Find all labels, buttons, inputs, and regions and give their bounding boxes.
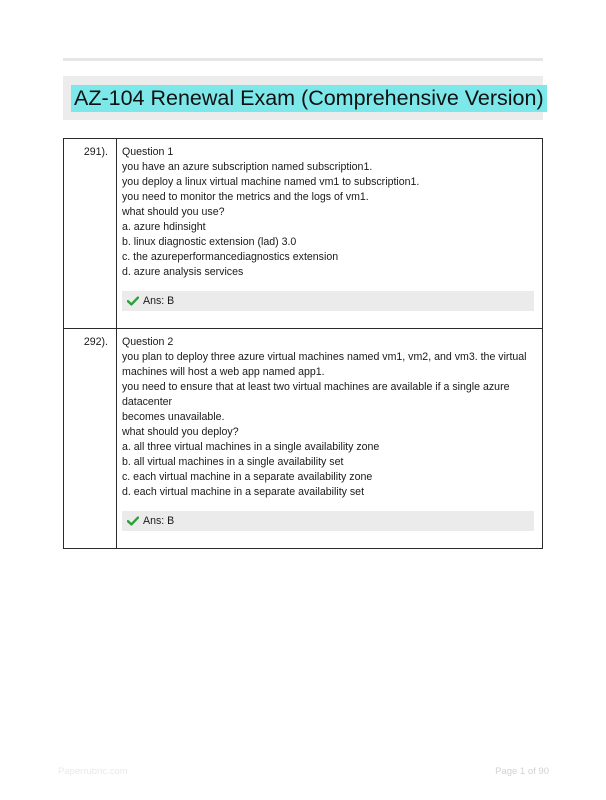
check-icon [127, 516, 139, 526]
footer-site: Paperrubric.com [58, 766, 128, 777]
answer-label: Ans: B [143, 295, 175, 307]
question-text: you need to monitor the metrics and the logs of vm1. [122, 191, 369, 203]
question-row [64, 329, 543, 549]
option-a: a. all three virtual machines in a single availability zone [122, 441, 380, 453]
question-number: 291). [64, 139, 117, 329]
option-d: d. each virtual machine in a separate availability set [122, 486, 365, 498]
question-heading: Question 2 [122, 336, 174, 348]
option-c: c. the azureperformancediagnostics extension [122, 251, 339, 263]
option-d: d. azure analysis services [122, 266, 244, 278]
question-heading: Question 1 [122, 146, 174, 158]
question-body [117, 329, 543, 549]
title-banner [63, 76, 543, 120]
question-body [117, 139, 543, 329]
option-a: a. azure hdinsight [122, 221, 206, 233]
answer-label: Ans: B [143, 515, 175, 527]
answer-box [122, 511, 534, 531]
questions-table [63, 138, 543, 549]
answer-box [122, 291, 534, 311]
question-number: 292). [64, 329, 117, 549]
question-text: you plan to deploy three azure virtual machines named vm1, vm2, and vm3. the virtual machines will host a web app named app1. [122, 351, 527, 378]
question-text: you have an azure subscription named subscription1. [122, 161, 373, 173]
option-b: b. all virtual machines in a single availability set [122, 456, 344, 468]
question-row [64, 139, 543, 329]
question-prompt: what should you use? [122, 206, 225, 218]
question-text: you deploy a linux virtual machine named vm1 to subscription1. [122, 176, 420, 188]
option-b: b. linux diagnostic extension (lad) 3.0 [122, 236, 297, 248]
document-title: AZ-104 Renewal Exam (Comprehensive Version) [71, 85, 547, 112]
page-number: Page 1 of 90 [495, 766, 549, 777]
question-text: you need to ensure that at least two virtual machines are available if a single azure datacenter [122, 381, 510, 408]
question-text: becomes unavailable. [122, 411, 225, 423]
check-icon [127, 296, 139, 306]
option-c: c. each virtual machine in a separate availability zone [122, 471, 373, 483]
question-prompt: what should you deploy? [122, 426, 239, 438]
top-divider [63, 58, 543, 61]
